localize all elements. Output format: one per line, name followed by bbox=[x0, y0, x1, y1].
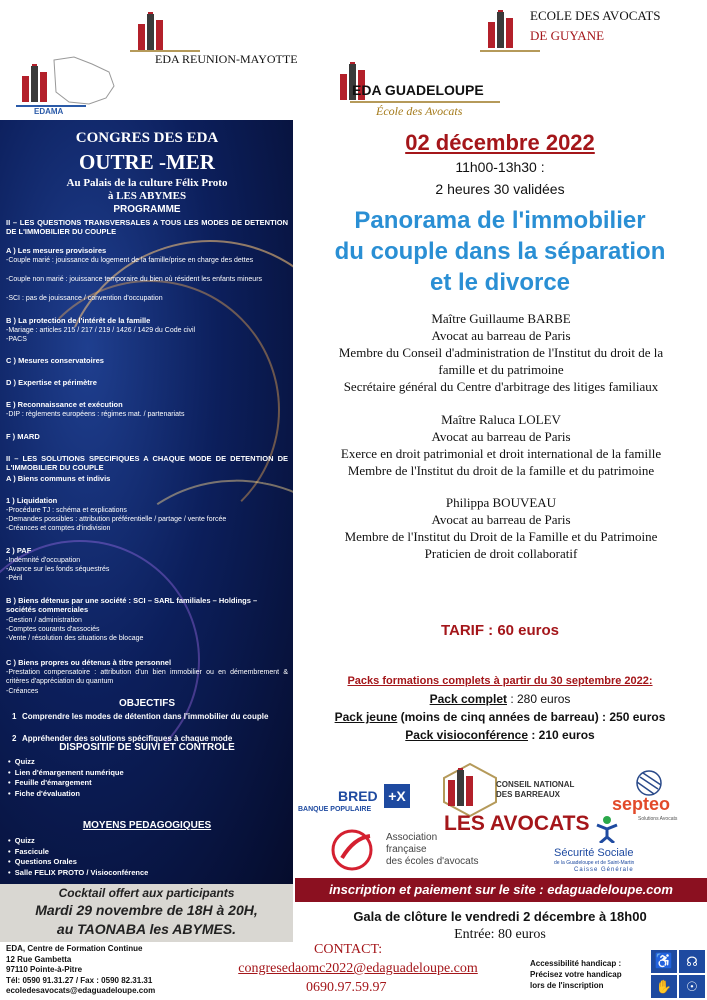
item-b-2: -PACS bbox=[6, 336, 27, 343]
pack-visio: Pack visioconférence : 210 euros bbox=[405, 728, 595, 742]
section-2-1-title: 1 ) Liquidation bbox=[6, 496, 58, 505]
section-1-title: II – LES QUESTIONS TRANSVERSALES A TOUS LES MODES DE DETENTION DE L'IMMOBILIER DU COUPLE bbox=[6, 218, 288, 236]
gala: Gala de clôture le vendredi 2 décembre à 18h00 bbox=[353, 909, 647, 924]
eda-logo-icon bbox=[488, 10, 516, 48]
event-time: 11h00-13h30 : bbox=[455, 159, 545, 175]
sponsor-securite-sociale bbox=[548, 815, 698, 875]
secu-line-3: Caisse Générale bbox=[574, 867, 634, 873]
address-line: 12 Rue Gambetta bbox=[6, 954, 72, 964]
speaker-line: Secrétaire général du Centre d'arbitrage des litiges familiaux bbox=[343, 379, 659, 394]
septeo-sublabel: Solutions Avocats bbox=[638, 816, 678, 822]
wheelchair-icon: ♿ bbox=[651, 950, 677, 973]
item-b-title: B ) La protection de l'intérêt de la famille bbox=[6, 316, 151, 325]
venue-line-2: à LES ABYMES bbox=[107, 190, 187, 202]
dispositif-list bbox=[8, 757, 290, 799]
speaker-3 bbox=[296, 494, 706, 562]
inscription-text[interactable]: inscription et paiement sur le site : edaguadeloupe.com bbox=[329, 882, 673, 897]
cocktail-line-1: Cocktail offert aux participants bbox=[58, 886, 235, 900]
person-icon bbox=[594, 815, 620, 843]
afea-line-3: des écoles d'avocats bbox=[386, 856, 479, 867]
list-item: • Quizz bbox=[8, 757, 35, 766]
inscription-banner bbox=[295, 878, 707, 902]
sponsor-bred bbox=[298, 782, 418, 822]
speaker-line: Praticien de droit collaboratif bbox=[424, 546, 578, 561]
eda-reunion-label: EDA REUNION-MAYOTTE bbox=[155, 52, 298, 66]
list-item: • Fascicule bbox=[8, 846, 49, 856]
logo-eda-reunion bbox=[130, 8, 330, 66]
speaker-name: Maître Raluca LOLEV bbox=[441, 412, 561, 427]
cnb-line-1: CONSEIL NATIONAL bbox=[496, 780, 575, 789]
item-e-title: E ) Reconnaissance et exécution bbox=[6, 400, 123, 409]
cnb-line-3: LES AVOCATS bbox=[444, 812, 590, 835]
cocktail-box bbox=[0, 884, 293, 942]
tarif: TARIF : 60 euros bbox=[440, 622, 560, 639]
speaker-line: famille et du patrimoine bbox=[438, 362, 564, 377]
logo-edama bbox=[14, 52, 124, 118]
event-title-line: du couple dans la séparation bbox=[334, 238, 666, 265]
pack-complet: Pack complet : 280 euros bbox=[429, 692, 571, 706]
congres-title-2: OUTRE -MER bbox=[79, 150, 215, 174]
event-hours: 2 heures 30 validées bbox=[435, 181, 565, 197]
event-title-line: Panorama de l'immobilier bbox=[354, 207, 646, 234]
speaker-line: Membre de l'Institut du droit de la famille et du patrimoine bbox=[347, 463, 655, 478]
guyane-line2: DE GUYANE bbox=[530, 28, 605, 43]
programme-panel bbox=[0, 120, 293, 884]
speaker-1 bbox=[296, 310, 706, 395]
section-2-a: A ) Biens communs et indivis bbox=[6, 474, 111, 483]
objectif-1: 1 Comprendre les modes de détention dans l'immobilier du couple bbox=[12, 712, 269, 721]
accessibility-note bbox=[530, 958, 650, 991]
list-item: • Feuille d'émargement bbox=[8, 778, 92, 787]
contact-email[interactable]: congresedaomc2022@edaguadeloupe.com bbox=[238, 961, 478, 976]
cocktail-line-2: Mardi 29 novembre de 18H à 20H, bbox=[35, 902, 258, 918]
afea-line-1: Association bbox=[386, 832, 438, 843]
pack-jeune: Pack jeune (moins de cinq années de barreau) : 250 euros bbox=[334, 710, 666, 724]
item-b-1: -Mariage : articles 215 / 217 / 219 / 1426 / 1429 du Code civil bbox=[6, 327, 196, 334]
logo-eda-guyane bbox=[480, 6, 700, 56]
hearing-icon: ☊ bbox=[679, 950, 705, 973]
speaker-line: Avocat au barreau de Paris bbox=[431, 512, 571, 527]
afea-logo-icon bbox=[330, 828, 378, 872]
septeo-label: septeo bbox=[612, 794, 671, 814]
guyane-line1: ECOLE DES AVOCATS bbox=[530, 8, 661, 23]
packs-heading: Packs formations complets à partir du 30 septembre 2022: bbox=[347, 675, 653, 687]
cnb-line-2: DES BARREAUX bbox=[496, 790, 561, 799]
blind-icon: ☉ bbox=[679, 975, 705, 998]
item-f-title: F ) MARD bbox=[6, 432, 40, 441]
item-a-3: -SCI : pas de jouissance / convention d'occupation bbox=[6, 295, 163, 302]
bred-plus-icon: +X bbox=[384, 784, 410, 808]
guadeloupe-line1: EDA GUADELOUPE bbox=[352, 82, 484, 98]
moyens-heading: MOYENS PEDAGOGIQUES bbox=[82, 820, 212, 831]
guadeloupe-line2: École des Avocats bbox=[376, 104, 463, 118]
section-2-2-b: -Avance sur les fonds séquestrés bbox=[6, 566, 110, 573]
secu-line-1: Sécurité Sociale bbox=[554, 847, 634, 859]
item-a-2: -Couple non marié : jouissance temporaire du bien où résident les enfants mineurs bbox=[6, 276, 263, 283]
moyens-list bbox=[8, 836, 290, 878]
section-2-title: II – LES SOLUTIONS SPECIFIQUES A CHAQUE MODE DE DETENTION DE L'IMMOBILIER DU COUPLE bbox=[6, 454, 288, 472]
section-2-1-a: -Procédure TJ : schéma et explications bbox=[6, 507, 127, 514]
speaker-name: Philippa BOUVEAU bbox=[445, 495, 557, 510]
congres-title-1: CONGRES DES EDA bbox=[75, 130, 219, 146]
speaker-2 bbox=[296, 411, 706, 479]
speaker-name: Maître Guillaume BARBE bbox=[431, 311, 571, 326]
section-2-b-title: B ) Biens détenus par une société : SCI – SARL familiales – Holdings – sociétés commerciales bbox=[6, 596, 258, 614]
sign-language-icon: ✋ bbox=[651, 975, 677, 998]
list-item: • Questions Orales bbox=[8, 857, 77, 866]
list-item: • Quizz bbox=[8, 836, 35, 845]
item-c-title: C ) Mesures conservatoires bbox=[6, 356, 104, 365]
event-title-line: et le divorce bbox=[429, 269, 571, 296]
email-address[interactable]: ecoledesavocats@edaguadeloupe.com bbox=[6, 986, 156, 995]
section-2-c-2: -Créances bbox=[6, 688, 39, 695]
afea-line-2: française bbox=[386, 844, 427, 855]
list-item: • Salle FELIX PROTO / Visioconférence bbox=[8, 867, 149, 877]
speaker-line: Exerce en droit patrimonial et droit international de la famille bbox=[340, 446, 662, 461]
edama-label: EDAMA bbox=[34, 107, 64, 116]
section-2-1-b: -Demandes possibles : attribution préférentielle / partage / vente forcée bbox=[6, 516, 227, 523]
logo-eda-guadeloupe bbox=[336, 60, 516, 122]
accessibility-line: Accessibilité handicap : bbox=[530, 959, 622, 968]
item-e-1: -DIP : règlements européens : régimes mat. / partenariats bbox=[6, 411, 185, 418]
venue-line-1: Au Palais de la culture Félix Proto bbox=[66, 177, 228, 189]
secu-line-2: de la Guadeloupe et de Saint-Martin bbox=[554, 860, 635, 866]
contact-phone[interactable]: 0690.97.59.97 bbox=[306, 980, 387, 995]
accessibility-line: Précisez votre handicap bbox=[530, 970, 622, 979]
item-a-title: A ) Les mesures provisoires bbox=[6, 246, 107, 255]
section-2-2-title: 2 ) PAF bbox=[6, 546, 32, 555]
item-a-1: -Couple marié : jouissance du logement de la famille/prise en charge des dettes bbox=[6, 257, 254, 264]
bred-sublabel: BANQUE POPULAIRE bbox=[298, 806, 372, 813]
sponsor-afea bbox=[330, 828, 510, 874]
eda-logo-icon bbox=[448, 768, 476, 806]
phone-fax: Tél: 0590 91.31.27 / Fax : 0590 82.31.31 bbox=[6, 975, 153, 985]
address-line: 97110 Pointe-à-Pitre bbox=[6, 965, 83, 974]
speaker-line: Avocat au barreau de Paris bbox=[431, 328, 571, 343]
entree: Entrée: 80 euros bbox=[454, 927, 546, 942]
section-2-1-c: -Créances et comptes d'indivision bbox=[6, 525, 111, 532]
section-2-2-a: -Indemnité d'occupation bbox=[6, 557, 81, 564]
speaker-line: Membre de l'Institut du Droit de la Famille et du Patrimoine bbox=[344, 529, 658, 544]
accessibility-icons bbox=[651, 950, 705, 998]
objectif-2: 2 Appréhender des solutions spécifiques à chaque mode bbox=[12, 734, 233, 743]
speaker-line: Avocat au barreau de Paris bbox=[431, 429, 571, 444]
section-2-b-1: -Gestion / administration bbox=[6, 617, 82, 624]
section-2-b-3: -Vente / résolution des situations de blocage bbox=[6, 635, 144, 642]
section-2-2-c: -Péril bbox=[6, 575, 23, 582]
item-d-title: D ) Expertise et périmètre bbox=[6, 378, 97, 387]
section-2-b-2: -Comptes courants d'associés bbox=[6, 626, 100, 633]
objectifs-heading: OBJECTIFS bbox=[118, 698, 176, 709]
accessibility-line: lors de l'inscription bbox=[530, 981, 604, 990]
event-title bbox=[296, 205, 704, 298]
section-2-c-title: C ) Biens propres ou détenus à titre personnel bbox=[6, 658, 172, 667]
eda-logo-icon bbox=[22, 64, 50, 102]
speaker-line: Membre du Conseil d'administration de l'Institut du droit de la bbox=[338, 345, 664, 360]
list-item: • Lien d'émargement numérique bbox=[8, 767, 124, 777]
event-date: 02 décembre 2022 bbox=[405, 130, 595, 155]
dispositif-heading: DISPOSITIF DE SUIVI ET CONTROLE bbox=[59, 742, 235, 753]
contact-label: CONTACT: bbox=[314, 942, 383, 957]
eda-logo-icon bbox=[138, 12, 166, 50]
cocktail-line-3: au TAONABA les ABYMES. bbox=[56, 921, 237, 937]
address-line: EDA, Centre de Formation Continue bbox=[6, 944, 143, 953]
programme-heading: PROGRAMME bbox=[113, 204, 181, 215]
bred-label: BRED bbox=[338, 788, 378, 804]
list-item: • Fiche d'évaluation bbox=[8, 788, 80, 798]
section-2-c-1: -Prestation compensatoire : attribution d'un bien immobilier ou en démembrement & critères d'appréciation du quantum bbox=[6, 669, 288, 685]
